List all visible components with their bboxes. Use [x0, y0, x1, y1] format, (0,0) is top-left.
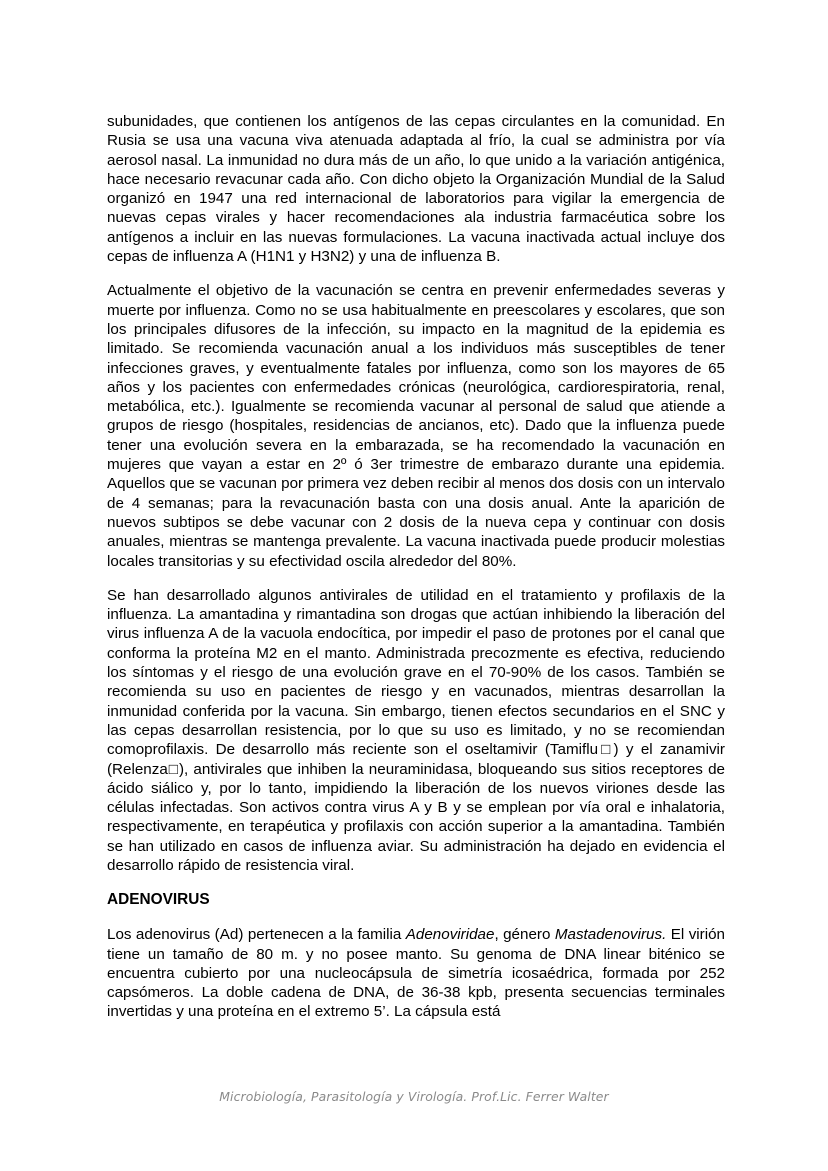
adeno-genus: Mastadenovirus. [554, 926, 667, 944]
document-body [107, 112, 725, 1037]
page-footer: Microbiología, Parasitología y Virología. Prof.Lic. Ferrer Walter [219, 1089, 609, 1104]
adeno-text-3: El virión tiene un tamaño de 80 m. y no posee manto. Su genoma de DNA linear biténico se encuentra cubierto por una nucleocápsula de simetría icosaédrica, formada por 252 capsómeros. La doble cadena de DNA, de 36-38 kpb, presenta secuencias terminales invertidas y una proteína en el extremo 5’. La cápsula está [107, 926, 725, 1021]
paragraph-adenovirus-intro [107, 925, 725, 1021]
paragraph-antivirals: Se han desarrollado algunos antivirales de utilidad en el tratamiento y profilaxis de la influenza. La amantadina y rimantadina son drogas que actúan inhibiendo la liberación del virus influenza A de la vacuola endocítica, por impedir el paso de protones por el canal que conforma la proteína M2 en el manto. Administrada precozmente es efectiva, reduciendo los síntomas y el riesgo de una evolución grave en el 70-90% de los casos. También se recomienda su uso en pacientes de riesgo y en vacunados, mientras desarrollan la inmunidad conferida por la vacuna. Sin embargo, tienen efectos secundarios en el SNC y las cepas desarrollan resistencia, por lo que su uso es limitado, y no se recomiendan comoprofilaxis. De desarrollo más reciente son el oseltamivir (Tamiflu□) y el zanamivir (Relenza□), antivirales que inhiben la neuraminidasa, bloqueando sus sitios receptores de ácido siálico y, por lo tanto, impidiendo la liberación de los nuevos viriones desde las células infectadas. Son activos contra virus A y B y se emplean por vía oral e inhalatoria, respectivamente, en terapéutica y profilaxis con acción superior a la amantadina. También se han utilizado en casos de influenza aviar. Su administración ha dejado en evidencia el desarrollo rápido de resistencia viral. [107, 586, 725, 874]
section-heading-adenovirus: ADENOVIRUS [107, 891, 210, 909]
adeno-family: Adenoviridae [405, 926, 495, 944]
paragraph-vaccination-objective: Actualmente el objetivo de la vacunación se centra en prevenir enfermedades severas y muerte por influenza. Como no se usa habitualmente en preescolares y escolares, que son los principales difusores de la infección, su impacto en la magnitud de la epidemia es limitado. Se recomienda vacunación anual a los individuos más susceptibles de tener infecciones graves, y eventualmente fatales por influenza, como son los mayores de 65 años y los pacientes con enfermedades crónicas (neurológica, cardiorespiratoria, renal, metabólica, etc.). Igualmente se recomienda vacunar al personal de salud que atiende a grupos de riesgo (hospitales, residencias de ancianos, etc). Dado que la influenza puede tener una evolución severa en la embarazada, se ha recomendado la vacunación en mujeres que vayan a estar en 2º ó 3er trimestre de embarazo durante una epidemia. Aquellos que se vacunan por primera vez deben recibir al menos dos dosis con un intervalo de 4 semanas; para la revacunación basta con una dosis anual. Ante la aparición de nuevos subtipos se debe vacunar con 2 dosis de la nueva cepa y continuar con dosis anuales, mientras se mantenga prevalente. La vacuna inactivada puede producir molestias locales transitorias y su efectividad oscila alrededor del 80%. [107, 282, 725, 570]
paragraph-vaccine-composition: subunidades, que contienen los antígenos de las cepas circulantes en la comunidad. En Rusia se usa una vacuna viva atenuada adaptada al frío, la cual se administra por vía aerosol nasal. La inmunidad no dura más de un año, lo que unido a la variación antigénica, hace necesario revacunar cada año. Con dicho objeto la Organización Mundial de la Salud organizó en 1947 una red internacional de laboratorios para vigilar la emergencia de nuevas cepas virales y hacer recomendaciones ala industria farmacéutica sobre los antígenos a incluir en las nuevas formulaciones. La vacuna inactivada actual incluye dos cepas de influenza A (H1N1 y H3N2) y una de influenza B. [107, 113, 725, 266]
adeno-text-1: Los adenovirus (Ad) pertenecen a la familia [107, 926, 406, 944]
adeno-text-2: , género [494, 926, 555, 944]
